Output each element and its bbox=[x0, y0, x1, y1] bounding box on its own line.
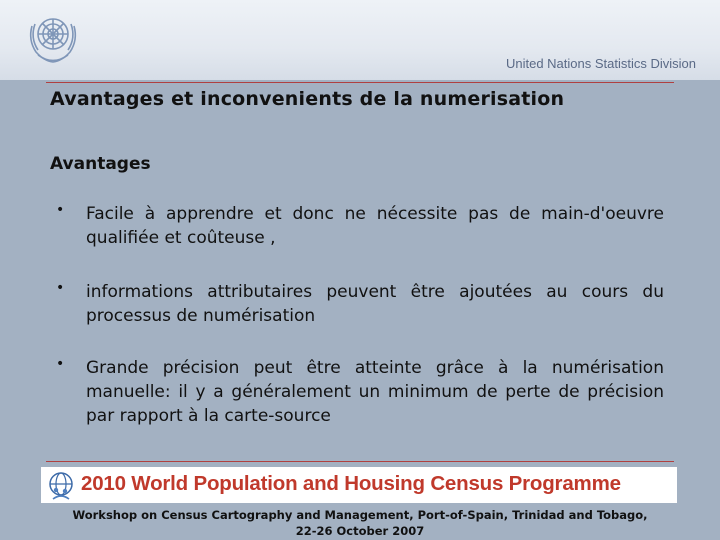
header-band bbox=[0, 0, 720, 80]
bullet-marker: • bbox=[56, 356, 65, 372]
bullet-text: Facile à apprendre et donc ne nécessite pas de main-d'oeuvre qualifiée et coûteuse , bbox=[86, 204, 664, 248]
banner-title: 2010 World Population and Housing Census Programme bbox=[81, 472, 621, 495]
bottom-rule bbox=[46, 461, 674, 462]
bullet-marker: • bbox=[56, 202, 65, 218]
census-banner bbox=[41, 467, 677, 503]
section-heading: Avantages bbox=[50, 154, 151, 174]
footer bbox=[40, 507, 680, 539]
division-name: United Nations Statistics Division bbox=[505, 56, 696, 71]
bullet-text: informations attributaires peuvent être ajoutées au cours du processus de numérisation bbox=[86, 282, 664, 326]
slide-title: Avantages et inconvenients de la numerisation bbox=[50, 88, 565, 110]
un-emblem-icon bbox=[18, 6, 88, 68]
footer-workshop-line: Workshop on Census Cartography and Management, Port-of-Spain, Trinidad and Tobago, bbox=[72, 508, 648, 522]
bullet-text: Grande précision peut être atteinte grâce à la numérisation manuelle: il y a généralement un minimum de perte de précision par rapport à la carte-source bbox=[86, 358, 664, 426]
bullet-marker: • bbox=[56, 280, 65, 296]
top-rule bbox=[46, 82, 674, 83]
footer-date-line: 22-26 October 2007 bbox=[295, 524, 425, 538]
census-programme-logo-icon bbox=[45, 469, 77, 501]
